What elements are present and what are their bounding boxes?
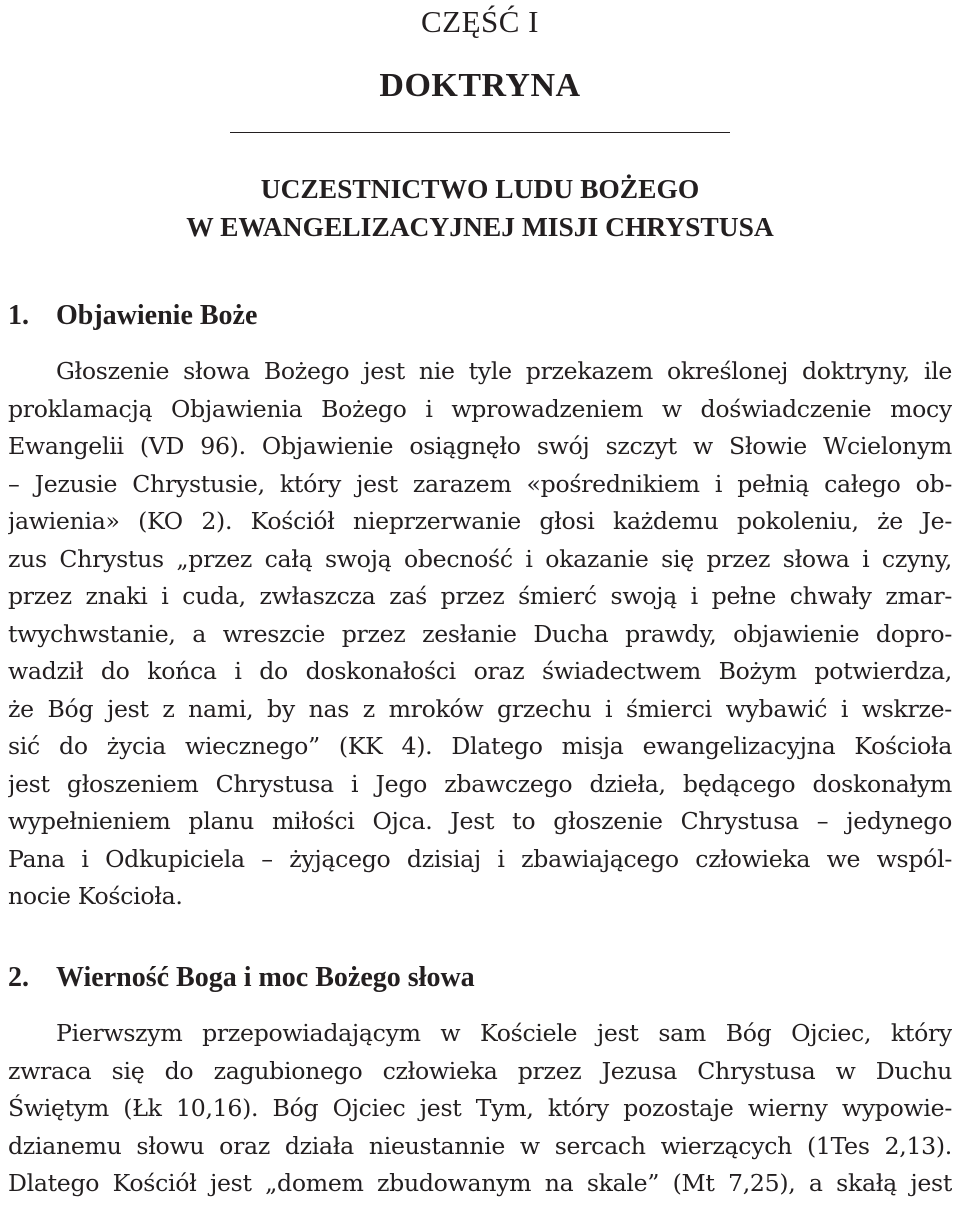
paragraph-line: wypełnieniem planu miłości Ojca. Jest to głoszenie Chrystusa – jedynego: [8, 807, 952, 835]
section-1-paragraph: [8, 353, 952, 916]
paragraph-line: dzianemu słowu oraz działa nieustannie w sercach wierzących (1Tes 2,13).: [8, 1131, 952, 1160]
paragraph-line: Dlatego Kościół jest „domem zbudowanym na skale” (Mt 7,25), a skałą jest: [8, 1169, 952, 1197]
paragraph-line: Świętym (Łk 10,16). Bóg Ojciec jest Tym, który pozostaje wierny wypowie-: [8, 1094, 952, 1122]
section-number: 2.: [8, 962, 29, 993]
paragraph-line: Pana i Odkupiciela – żyjącego dzisiaj i zbawiającego człowieka we wspól-: [8, 844, 952, 873]
part-label: CZĘŚĆ I: [420, 4, 540, 39]
paragraph-line: proklamacją Objawienia Bożego i wprowadzeniem w doświadczenie mocy: [8, 394, 952, 423]
part-title: DOKTRYNA: [379, 67, 581, 104]
paragraph-line: wadził do końca i do doskonałości oraz świadectwem Bożym potwierdza,: [8, 657, 952, 685]
section-heading-1: [8, 298, 257, 334]
paragraph-line: Pierwszym przepowiadającym w Kościele jest sam Bóg Ojciec, który: [56, 1019, 952, 1047]
paragraph-line: Głoszenie słowa Bożego jest nie tyle przekazem określonej doktryny, ile: [56, 357, 952, 385]
chapter-title-line: W EWANGELIZACYJNEJ MISJI CHRYSTUSA: [186, 211, 774, 242]
paragraph-line: – Jezusie Chrystusie, który jest zarazem «pośrednikiem i pełnią całego ob-: [8, 469, 952, 498]
paragraph-line: przez znaki i cuda, zwłaszcza zaś przez śmierć swoją i pełne chwały zmar-: [8, 582, 952, 610]
title-divider: [230, 132, 730, 133]
paragraph-line: jest głoszeniem Chrystusa i Jego zbawczego dzieła, będącego doskonałym: [8, 769, 952, 798]
paragraph-line: zwraca się do zagubionego człowieka przez Jezusa Chrystusa w Duchu: [8, 1056, 952, 1085]
chapter-title: [0, 170, 960, 246]
paragraph-line: zus Chrystus „przez całą swoją obecność i okazanie się przez słowa i czyny,: [8, 544, 952, 573]
section-title: Objawienie Boże: [56, 300, 258, 331]
section-heading-2: [8, 960, 475, 996]
section-number: 1.: [8, 300, 29, 331]
paragraph-line: Ewangelii (VD 96). Objawienie osiągnęło swój szczyt w Słowie Wcielonym: [8, 432, 952, 460]
paragraph-line: twychwstanie, a wreszcie przez zesłanie Ducha prawdy, objawienie dopro-: [8, 619, 952, 648]
chapter-title-line: UCZESTNICTWO LUDU BOŻEGO: [260, 173, 700, 204]
paragraph-line: sić do życia wiecznego” (KK 4). Dlatego misja ewangelizacyjna Kościoła: [8, 732, 952, 760]
paragraph-line: jawienia» (KO 2). Kościół nieprzerwanie głosi każdemu pokoleniu, że Je-: [8, 507, 952, 535]
section-title: Wierność Boga i moc Bożego słowa: [56, 962, 475, 993]
paragraph-line: nocie Kościoła.: [8, 882, 183, 910]
section-2-paragraph: [8, 1015, 952, 1203]
paragraph-line: że Bóg jest z nami, by nas z mroków grzechu i śmierci wybawić i wskrze-: [8, 694, 952, 723]
